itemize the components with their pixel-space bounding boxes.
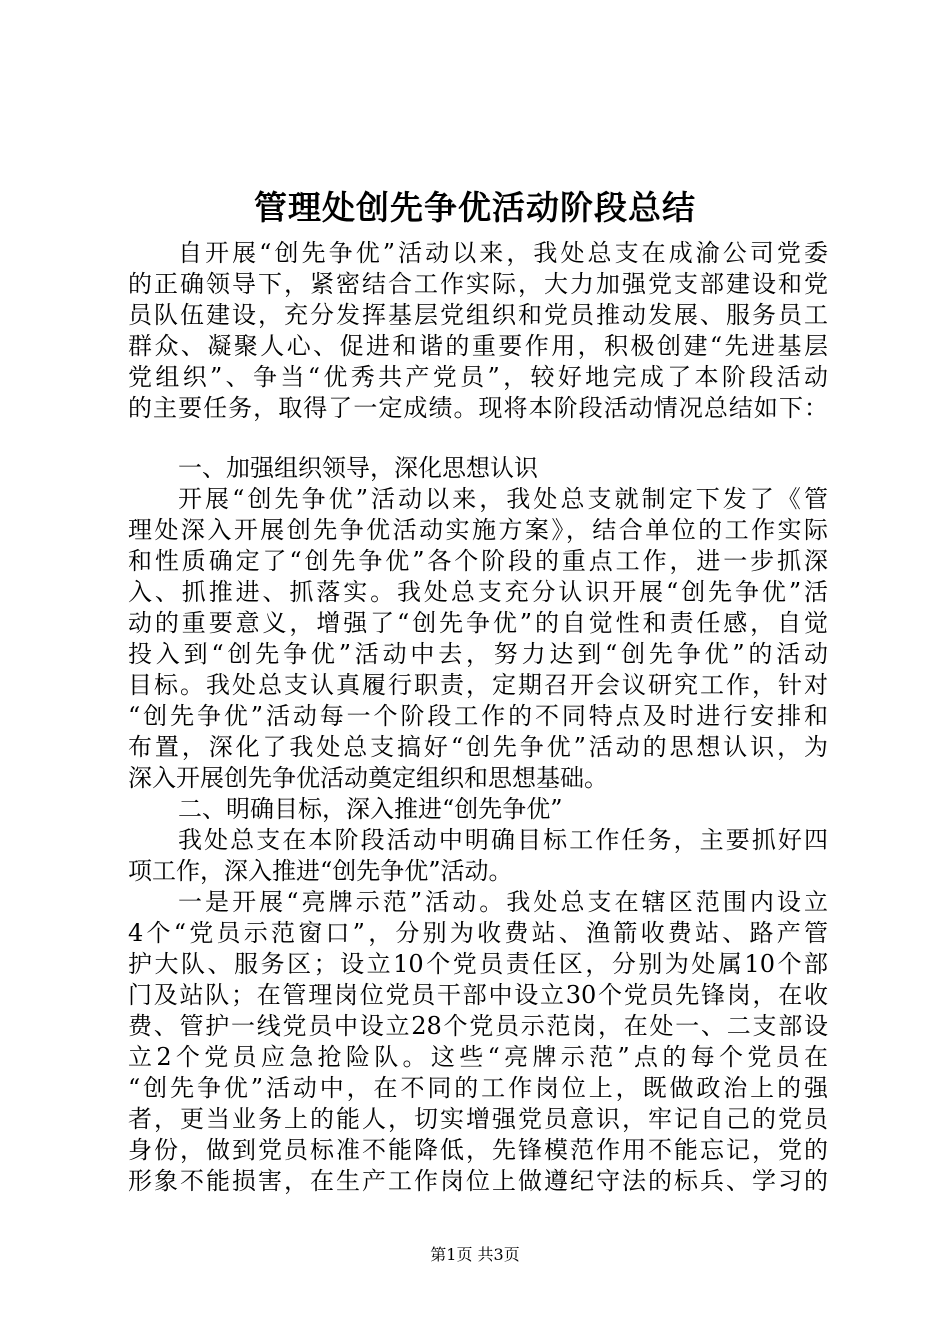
text-line: 4个“党员示范窗口”，分别为收费站、渔箭收费站、路产管	[128, 919, 828, 947]
text-line: 者，更当业务上的能人，切实增强党员意识，牢记自己的党员	[128, 1105, 828, 1133]
text-line: 入、抓推进、抓落实。我处总支充分认识开展“创先争优”活	[128, 578, 828, 606]
text-line: 费、管护一线党员中设立28个党员示范岗，在处一、二支部设	[128, 1012, 828, 1040]
text-line: 的正确领导下，紧密结合工作实际，大力加强党支部建设和党	[128, 270, 828, 298]
text-line: 我处总支在本阶段活动中明确目标工作任务，主要抓好四	[178, 826, 828, 854]
text-line: 群众、凝聚人心、促进和谐的重要作用，积极创建“先进基层	[128, 332, 828, 360]
document-body	[128, 238, 828, 1197]
text-line: 护大队、服务区；设立10个党员责任区，分别为处属10个部	[128, 950, 828, 978]
text-line: 员队伍建设，充分发挥基层党组织和党员推动发展、服务员工	[128, 301, 828, 329]
text-line: 的主要任务，取得了一定成绩。现将本阶段活动情况总结如下：	[128, 394, 828, 422]
text-line: 目标。我处总支认真履行职责，定期召开会议研究工作，针对	[128, 671, 828, 699]
section-heading: 一、加强组织领导，深化思想认识	[178, 454, 538, 482]
text-line: 理处深入开展创先争优活动实施方案》，结合单位的工作实际	[128, 516, 828, 544]
page-indicator: 第1页 共3页	[430, 1245, 520, 1264]
text-line: “创先争优”活动中，在不同的工作岗位上，既做政治上的强	[128, 1074, 828, 1102]
text-line: 自开展“创先争优”活动以来，我处总支在成渝公司党委	[178, 239, 828, 267]
text-line: 身份，做到党员标准不能降低，先锋模范作用不能忘记，党的	[128, 1136, 828, 1164]
text-line: 立2个党员应急抢险队。这些“亮牌示范”点的每个党员在	[128, 1043, 828, 1071]
document-title: 管理处创先争优活动阶段总结	[254, 188, 696, 227]
text-line: 门及站队；在管理岗位党员干部中设立30个党员先锋岗，在收	[128, 981, 828, 1009]
section-heading: 二、明确目标，深入推进“创先争优”	[178, 795, 563, 823]
text-line: “创先争优”活动每一个阶段工作的不同特点及时进行安排和	[128, 702, 828, 730]
text-line: 布置，深化了我处总支搞好“创先争优”活动的思想认识，为	[128, 733, 828, 761]
text-line: 和性质确定了“创先争优”各个阶段的重点工作，进一步抓深	[128, 547, 828, 575]
text-line: 投入到“创先争优”活动中去，努力达到“创先争优”的活动	[128, 640, 828, 668]
paragraph-gap	[128, 424, 828, 453]
text-line: 开展“创先争优”活动以来，我处总支就制定下发了《管	[178, 485, 828, 513]
text-line: 动的重要意义，增强了“创先争优”的自觉性和责任感，自觉	[128, 609, 828, 637]
text-line: 项工作，深入推进“创先争优”活动。	[128, 857, 513, 885]
text-line: 党组织”、争当“优秀共产党员”，较好地完成了本阶段活动	[128, 363, 828, 391]
text-line: 深入开展创先争优活动奠定组织和思想基础。	[128, 764, 608, 792]
text-line: 形象不能损害，在生产工作岗位上做遵纪守法的标兵、学习的	[128, 1167, 828, 1195]
text-line: 一是开展“亮牌示范”活动。我处总支在辖区范围内设立	[178, 888, 828, 916]
